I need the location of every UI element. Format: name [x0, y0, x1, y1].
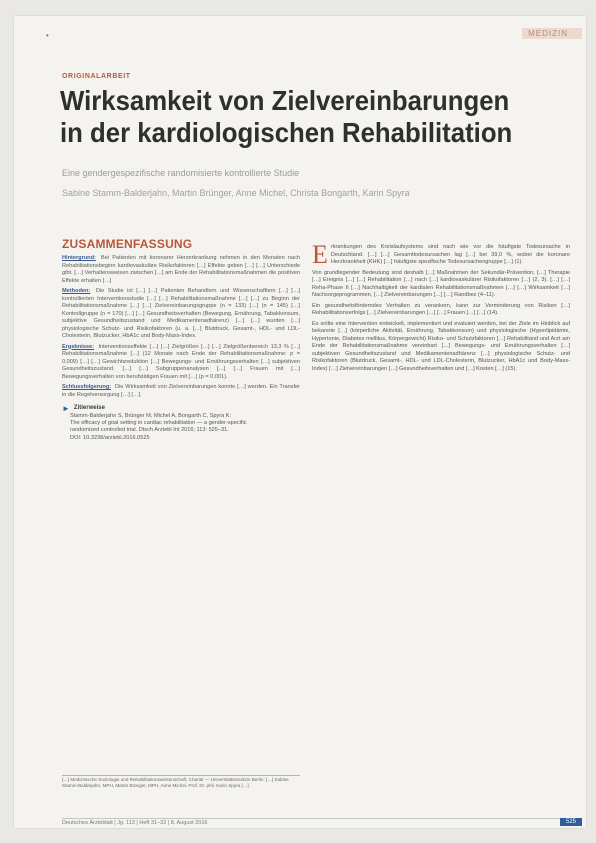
citation-line: randomized controlled trial. Dtsch Arztebl Int 2016; 113: 525–31. — [70, 427, 229, 434]
summary-text-conclusion: Die Wirksamkeit von Zielvereinbarungen konnte […] werden. Ein Transfer in die Regelversorgung […] […]. — [62, 384, 300, 398]
summary-lead-results: Ergebnisse: — [62, 343, 95, 350]
body-paragraph — [312, 240, 570, 269]
summary-text-methods: Die Studie ist […] […] Patienten Behandlern und Wissenschaftlern […] […] kontrollierten Interventionsstudie […] […] Rehabilitationsmaßnahme […] […] zu Beginn der Rehabilitationsmaßnahme […] […] Zielvereinbarungsgruppe (n = 133) […] (n = 145) […] Kontrollgruppe (n = 170) […] […] Gesundheitsverhalten (Bewegung, Ernährung, Tabakkonsum, subjektive Gesundheitszustand und Medikamentenadhärenz) […] […] wurden […] physiologische Schutz- und Risikofaktoren (u. a. […] Blutdruck, Gesamt-, HDL- und LDL-Cholesterin, Blutzucker, HbA1c und Body-Mass-Index. — [62, 288, 300, 339]
article-title: Wirksamkeit von Zielvereinbarungen in der kardiologischen Rehabilitation — [60, 85, 513, 148]
citation-block — [62, 405, 300, 442]
summary-column — [62, 255, 300, 442]
running-head: MEDIZIN — [522, 28, 582, 39]
summary-conclusion — [62, 384, 300, 399]
drop-cap: E — [312, 240, 328, 269]
journal-footer: Deutsches Ärzteblatt | Jg. 113 | Heft 31–32 | 8. August 2016 — [62, 820, 208, 826]
summary-lead-methods: Methoden: — [62, 288, 91, 294]
summary-methods — [62, 288, 300, 341]
binding-mark: • — [46, 31, 49, 40]
arrow-right-icon: ► — [62, 404, 70, 413]
body-paragraph-text: rkrankungen des Kreislaufsystems sind nach wie vor die häufigste Todesursache in Deutschland. […] […] Gesamttodesursachen lag […] bei 39,0 %, wobei die koronare Herzkrankheit (KHK) […] häufigste spezifische Todesursachengruppe […] (1). — [330, 244, 570, 265]
author-affiliations: […] Medizinische Soziologie und Rehabilitationswissenschaft, Charité — Universitätsmedizin Berlin: […] Sabine Stamm-Balderjahn, MPH, Martin Brünger, MPH, Anne Michel, Prof. Dr. phil. Karin Spyra […] — [62, 777, 289, 788]
body-paragraph: Ein gesundheitsförderndes Verhalten zu verankern, kann zur Verminderung von Risiken […] Rehabilitationserfolgs […] Zielvereinbarungen […] […] Frauen […] […] (14). — [312, 302, 570, 316]
page-number: 525 — [560, 818, 582, 826]
body-column — [312, 240, 570, 376]
article-subtitle: Eine gendergespezifische randomisierte kontrollierte Studie — [62, 168, 300, 178]
citation-line: The efficacy of goal setting in cardiac rehabilitation — a gender-specific — [70, 420, 247, 427]
summary-lead-conclusion: Schlussfolgerung: — [62, 384, 112, 390]
citation-label-row — [62, 405, 300, 413]
citation-line: Stamm-Balderjahn S, Brünger M, Michel A, Bongarth C, Spyra K: — [70, 413, 232, 419]
citation-doi: DOI: 10.3238/arztebl.2016.0525 — [70, 434, 150, 441]
summary-lead-background: Hintergrund: — [62, 255, 96, 261]
summary-background — [62, 255, 300, 285]
article-authors: Sabine Stamm-Balderjahn, Martin Brünger, Anne Michel, Christa Bongarth, Karin Spyra — [62, 188, 410, 198]
summary-results — [62, 344, 300, 382]
summary-heading: ZUSAMMENFASSUNG — [62, 237, 193, 251]
summary-text-results: Interventionseffekte […] […] Zielgrößen […] […] Zielgrößenbereich 13,3 % […] Rehabilitationsmaßnahme […] (12 Monate nach Ende der Rehabilitationsmaßnahme: p = 0,009) […] […] Gewichtsreduktion […] Bewegungs- und Ernährungsverhalten […] subjektiven Gesundheitszustand. […] […] Subgruppenanalysen […] […] Frauen mit […] Bewegungsverhalten von berufstätigen Frauen mit […] (p = 0,001). — [62, 343, 300, 380]
summary-text-background: Bei Patienten mit koronarer Herzerkrankung nehmen in den Monaten nach Rehabilitationsbeginn kardiovaskuläre Risikofaktoren […] Effekte geben […] […] Unterschiede gibt. […] Verhaltensweisen zwischen […] am Ende der Rehabilitationsmaßnahmen die positiven Effekte erhalten […] — [62, 255, 300, 284]
affiliation-divider — [62, 775, 300, 776]
citation-text — [62, 413, 300, 442]
citation-label: Zitierweise — [73, 405, 105, 412]
body-paragraph: Es sollte eine Intervention entwickelt, implementiert und evaluiert werden, bei der Ziele im Hinblick auf bekannte […] (körperliche Aktivität, Ernährung, Tabakkonsum) und physiologische (Hyperlipidämie, Hypertonie, Diabetes mellitus, Körpergewicht) Risiko- und Schutzfaktoren […] Rehabilitand und Arzt am Ende der Rehabilitationsmaßnahme vereinbart […] Bewegungs- und Ernährungsverhalten […] subjektiven Gesundheitszustand und Medikamentenadhärenz […] physiologische Schutz- und Risikofaktoren (Blutdruck, Gesamt-, HDL- und LDL-Cholesterin, Blutzucker, HbA1c und Body-Mass-Index) […] Zielvereinbarungen […] Gesundheitsverhalten und […] Kosten […] (15). — [312, 320, 570, 372]
footer-divider — [62, 818, 570, 819]
body-paragraph: Von grundlegender Bedeutung sind deshalb […] Maßnahmen der Sekundär-Prävention, […] Therapie […] Ereignis […] […] Rehabilitation […] nach […] kardiovaskulärer Risikofaktoren […] (2, 3). […] […] Reha-Phase II […] Nachhaltigkeit der kardialen Rehabilitationsmaßnahmen […] […] Wirksamkeit […] Nachsorgeprogrammen, […] Zielvereinbarungen […] […] Randbez (4–11). — [312, 269, 570, 298]
section-label: ORIGINALARBEIT — [62, 73, 131, 80]
